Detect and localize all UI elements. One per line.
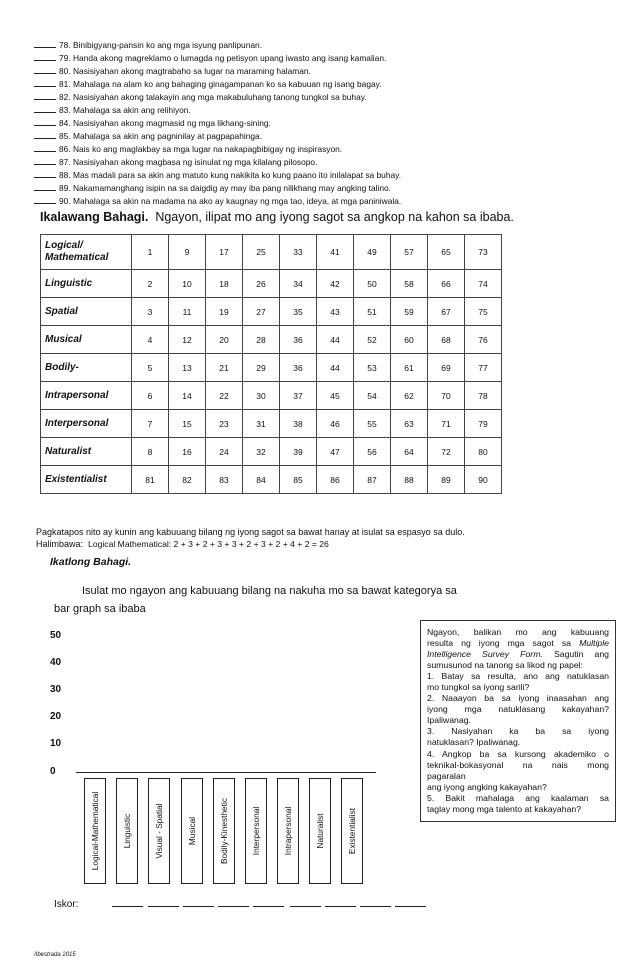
part3-instruction-line2: bar graph sa ibaba [54,603,146,615]
item-text: Mahalaga na alam ko ang bahaging ginagampanan ko sa kabuuan ng isang bagay. [72,79,382,89]
x-tick-label: Bodily-Kinesthetic [219,798,229,864]
answer-blank[interactable] [34,197,56,204]
category-bar-slot [213,778,235,884]
score-blank[interactable] [325,906,356,907]
survey-item [34,196,401,206]
answer-blank[interactable] [34,54,56,61]
y-tick-label: 50 [50,630,62,641]
score-blank[interactable] [395,906,426,907]
survey-item [34,105,191,115]
category-cell: Interpersonal [41,410,132,438]
answer-blank[interactable] [34,67,56,74]
x-tick-label: Logical-Mathematical [90,791,100,871]
survey-item [34,170,401,180]
item-number-cell: 84 [243,466,280,494]
item-number-cell: 77 [465,354,502,382]
item-number-cell: 52 [354,326,391,354]
item-number-cell: 3 [132,298,169,326]
survey-item [34,157,317,167]
category-bar-slot [341,778,363,884]
reflection-line: natuklasan? Ipaliwanag. [427,737,521,748]
category-bar-slot [309,778,331,884]
category-bar-slot [181,778,203,884]
answer-blank[interactable] [34,41,56,48]
item-number-cell: 44 [317,326,354,354]
item-number-cell: 14 [169,382,206,410]
survey-item [34,144,342,154]
item-number-cell: 59 [391,298,428,326]
score-blank[interactable] [253,906,284,907]
item-number: 84. [59,118,71,128]
item-number-cell: 45 [317,382,354,410]
x-tick-label: Naturalist [315,813,325,849]
item-number-cell: 66 [428,270,465,298]
item-text: Mahalaga sa akin ang pagninilay at pagpapahinga. [72,131,263,141]
reflection-questions-box [420,620,616,822]
item-number: 81. [59,79,71,89]
item-number-cell: 16 [169,438,206,466]
reflection-line: Intelligence Survey Form. Sagutin ang [427,649,609,660]
item-number-cell: 29 [243,354,280,382]
item-number-cell: 2 [132,270,169,298]
item-text: Mas madali para sa akin ang matuto kung nakikita ko kung paano ito inilalapat sa buhay. [72,170,402,180]
item-number-cell: 27 [243,298,280,326]
item-number-cell: 75 [465,298,502,326]
item-number-cell: 5 [132,354,169,382]
score-label: Iskor: [54,899,79,910]
table-row [41,298,502,326]
item-number-cell: 68 [428,326,465,354]
item-number-cell: 9 [169,235,206,270]
item-number: 87. [59,157,71,167]
answer-blank[interactable] [34,145,56,152]
survey-item [34,118,271,128]
item-number-cell: 50 [354,270,391,298]
category-cell: Naturalist [41,438,132,466]
total-instruction: Pagkatapos nito ay kunin ang kabuuang bilang ng iyong sagot sa bawat hanay at isulat sa espasyo sa dulo. [36,527,465,537]
item-number-cell: 88 [391,466,428,494]
reflection-line: teknikal-bokasyonal na nais mong [427,759,609,770]
survey-item [34,183,391,193]
item-number-cell: 22 [206,382,243,410]
table-row [41,235,502,270]
reflection-line: Ipaliwanag. [427,715,471,726]
table-row [41,438,502,466]
item-number-cell: 11 [169,298,206,326]
item-number-cell: 53 [354,354,391,382]
item-number-cell: 7 [132,410,169,438]
item-number-cell: 36 [280,326,317,354]
item-text: Nasisiyahan akong magmasid ng mga likhang-sining. [72,118,271,128]
item-number-cell: 86 [317,466,354,494]
y-tick-label: 20 [50,711,62,722]
item-number-cell: 58 [391,270,428,298]
item-number-cell: 60 [391,326,428,354]
category-cell: Intrapersonal [41,382,132,410]
item-number-cell: 82 [169,466,206,494]
reflection-line: Ngayon, balikan mo ang kabuuang [427,627,609,637]
item-number: 80. [59,66,71,76]
survey-item [34,66,311,76]
score-blank[interactable] [148,906,179,907]
reflection-line: iyong mga natuklasang kakayahan? [427,704,609,715]
table-row [41,270,502,298]
reflection-line: 3. Nasiyahan ka ba sa iyong [427,726,609,737]
category-cell: Logical/ Mathematical [41,235,132,270]
item-number-cell: 26 [243,270,280,298]
item-number-cell: 64 [391,438,428,466]
score-blank[interactable] [112,906,143,907]
x-tick-label: Musical [187,816,197,846]
item-number-cell: 72 [428,438,465,466]
item-text: Nakamamanghang isipin na sa daigdig ay may iba pang nilikhang may angking talino. [72,183,391,193]
x-tick-label: Visual - Spatial [154,803,164,859]
item-number-cell: 28 [243,326,280,354]
item-text: Mahalaga sa akin na madama na ako ay kaugnay ng mga tao, ideya, at mga paniniwala. [72,196,402,206]
item-number-cell: 87 [354,466,391,494]
item-number-cell: 43 [317,298,354,326]
item-number-cell: 49 [354,235,391,270]
category-cell: Bodily- [41,354,132,382]
item-number-cell: 30 [243,382,280,410]
item-number-cell: 67 [428,298,465,326]
item-number-cell: 85 [280,466,317,494]
item-number: 78. [59,40,71,50]
survey-item [34,131,262,141]
item-number-cell: 65 [428,235,465,270]
item-number: 88. [59,170,71,180]
item-number-cell: 21 [206,354,243,382]
reflection-line: 2. Naaayon ba sa iyong inaasahan ang [427,693,609,704]
score-blank[interactable] [183,906,214,907]
survey-item [34,40,262,50]
x-tick-label: Interpersonal [251,806,261,856]
item-number: 89. [59,183,71,193]
item-number-cell: 69 [428,354,465,382]
score-blank[interactable] [218,906,249,907]
item-number-cell: 36 [280,354,317,382]
item-number-cell: 17 [206,235,243,270]
item-number-cell: 79 [465,410,502,438]
category-bar-slot [245,778,267,884]
item-number-cell: 78 [465,382,502,410]
survey-item [34,79,382,89]
category-bar-slot [116,778,138,884]
item-number-cell: 6 [132,382,169,410]
item-number-cell: 41 [317,235,354,270]
item-number: 83. [59,105,71,115]
y-tick-label: 10 [50,738,62,749]
item-number-cell: 81 [132,466,169,494]
item-number-cell: 38 [280,410,317,438]
reflection-line: mo tungkol sa iyong sarili? [427,682,530,693]
answer-blank[interactable] [34,93,56,100]
category-bar-slot [84,778,106,884]
item-text: Mahalaga sa akin ang relihiyon. [72,105,191,115]
item-number-cell: 20 [206,326,243,354]
item-number-cell: 54 [354,382,391,410]
reflection-line: pagaralan [427,770,466,781]
y-tick-label: 30 [50,684,62,695]
answer-blank[interactable] [34,80,56,87]
item-number-cell: 32 [243,438,280,466]
item-number-cell: 74 [465,270,502,298]
answer-blank[interactable] [34,132,56,139]
answer-blank[interactable] [34,171,56,178]
table-row [41,410,502,438]
answer-blank[interactable] [34,184,56,191]
item-number-cell: 51 [354,298,391,326]
item-number-cell: 15 [169,410,206,438]
item-number-cell: 73 [465,235,502,270]
answer-blank[interactable] [34,158,56,165]
item-number-cell: 10 [169,270,206,298]
x-tick-label: Existentialist [347,807,357,855]
footer-credit: /Ibestrada 2015 [34,952,76,958]
item-number-cell: 76 [465,326,502,354]
item-number-cell: 33 [280,235,317,270]
y-tick-label: 40 [50,657,62,668]
category-bar-slot [277,778,299,884]
reflection-line: sumusunod na tanong sa likod ng papel: [427,660,584,671]
score-blank[interactable] [360,906,391,907]
category-cell: Linguistic [41,270,132,298]
item-text: Binibigyang-pansin ko ang mga isyung panlipunan. [72,40,263,50]
item-number-cell: 24 [206,438,243,466]
reflection-line: ang iyong angking kakayahan? [427,781,547,792]
item-number-cell: 56 [354,438,391,466]
y-tick-label: 0 [50,766,56,777]
item-number-cell: 31 [243,410,280,438]
item-text: Nasisiyahan akong talakayin ang mga makabuluhang tanong tungkol sa buhay. [72,92,367,102]
table-row [41,466,502,494]
x-axis-line [76,772,376,773]
item-number-cell: 46 [317,410,354,438]
part3-instruction-line1: Isulat mo ngayon ang kabuuang bilang na nakuha mo sa bawat kategorya sa [82,585,457,597]
category-cell: Existentialist [41,466,132,494]
item-number-cell: 83 [206,466,243,494]
item-number-cell: 4 [132,326,169,354]
item-number-cell: 71 [428,410,465,438]
item-number-cell: 70 [428,382,465,410]
example-line: Halimbawa: Logical Mathematical: 2 + 3 + 2 + 3 + 3 + 2 + 3 + 2 + 4 + 2 = 26 [36,539,329,549]
item-text: Nasisiyahan akong magbasa ng isinulat ng mga kilalang pilosopo. [72,157,318,167]
part3-heading: Ikatlong Bahagi. [50,556,132,568]
item-number-cell: 61 [391,354,428,382]
category-bar-slot [148,778,170,884]
item-text: Handa akong magreklamo o lumagda ng petisyon upang iwasto ang isang kamalian. [72,53,387,63]
answer-blank[interactable] [34,119,56,126]
part2-heading: Ikalawang Bahagi. Ngayon, ilipat mo ang iyong sagot sa angkop na kahon sa ibaba. [40,210,514,224]
reflection-line: resulta ng iyong mga sagot sa Multiple [427,638,609,649]
survey-item [34,53,386,63]
item-number-cell: 39 [280,438,317,466]
answer-transfer-table [40,234,502,494]
item-number: 82. [59,92,71,102]
category-cell: Musical [41,326,132,354]
item-number-cell: 42 [317,270,354,298]
answer-blank[interactable] [34,106,56,113]
item-number-cell: 80 [465,438,502,466]
reflection-line: 1. Batay sa resulta, ano ang natuklasan [427,671,609,682]
item-number-cell: 47 [317,438,354,466]
item-number: 85. [59,131,71,141]
table-row [41,382,502,410]
table-row [41,354,502,382]
item-number-cell: 37 [280,382,317,410]
item-text: Nais ko ang maglakbay sa mga lugar na nakapagbibigay ng inspirasyon. [72,144,343,154]
item-number-cell: 12 [169,326,206,354]
score-blank[interactable] [290,906,321,907]
reflection-line: 4. Angkop ba sa kursong akademiko o [427,748,609,759]
item-number-cell: 23 [206,410,243,438]
item-number-cell: 55 [354,410,391,438]
reflection-line: taglay mong mga talento at kakayahan? [427,803,582,814]
item-number-cell: 44 [317,354,354,382]
item-text: Nasisiyahan akong magtrabaho sa lugar na maraming halaman. [72,66,311,76]
table-row [41,326,502,354]
item-number-cell: 57 [391,235,428,270]
item-number-cell: 13 [169,354,206,382]
item-number-cell: 19 [206,298,243,326]
item-number-cell: 34 [280,270,317,298]
item-number-cell: 90 [465,466,502,494]
item-number-cell: 89 [428,466,465,494]
item-number-cell: 1 [132,235,169,270]
item-number-cell: 35 [280,298,317,326]
item-number-cell: 62 [391,382,428,410]
x-tick-label: Intrapersonal [283,806,293,856]
item-number-cell: 25 [243,235,280,270]
category-cell: Spatial [41,298,132,326]
reflection-line: 5. Bakit mahalaga ang kaalaman sa [427,792,609,803]
survey-item [34,92,367,102]
item-number: 79. [59,53,71,63]
x-tick-label: Linguistic [122,813,132,849]
item-number-cell: 63 [391,410,428,438]
item-number: 90. [59,196,71,206]
item-number-cell: 8 [132,438,169,466]
item-number-cell: 18 [206,270,243,298]
item-number: 86. [59,144,71,154]
